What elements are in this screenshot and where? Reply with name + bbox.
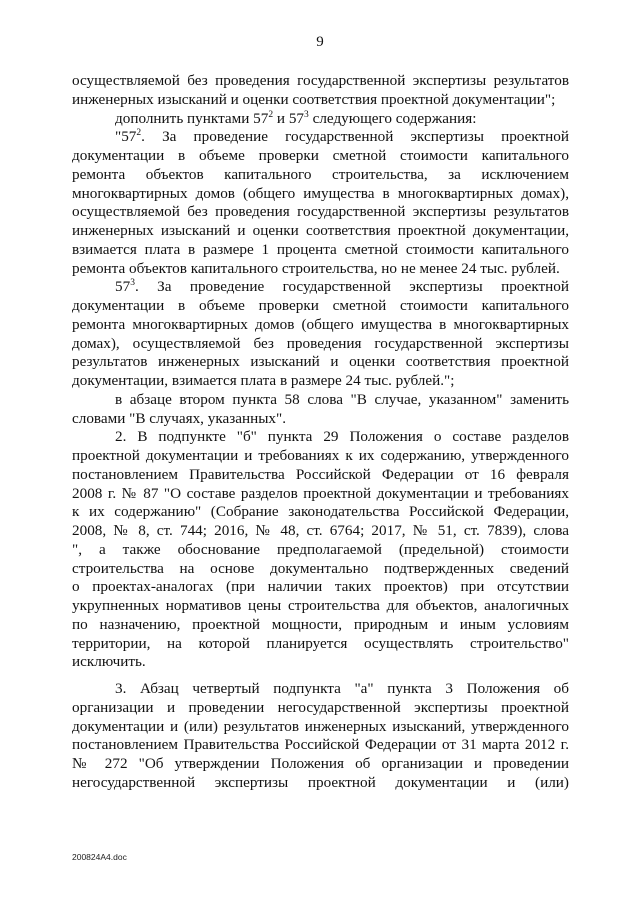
- text-line: 2008, № 8, ст. 744; 2016, № 48, ст. 6764; 2017, № 51, ст. 7839), слова: [72, 522, 569, 539]
- text-line: ремонта объектов капитального строительства, за исключением: [72, 165, 569, 183]
- text-line: $57^3$. За проведение государственной экспертизы проектной: [115, 278, 569, 296]
- text-line: инженерных изысканий и оценки соответствия проектной документации";: [72, 90, 556, 108]
- text-line: осуществляемой без проведения государственной экспертизы результатов: [72, 72, 569, 89]
- document-filename-footer: 200824A4.doc: [72, 852, 127, 862]
- text-line: о проектах-аналогах (при наличии таких проектов) при отсутствии: [72, 578, 569, 596]
- text-line: проектной документации и требованиях к их содержанию, утвержденного: [72, 447, 569, 464]
- text-line: многоквартирных домов (общего имущества в многоквартирных домах),: [72, 184, 569, 202]
- text-line: территории, на которой планируется осуществлять строительство": [72, 634, 569, 652]
- text-line: 2008 г. № 87 "О составе разделов проектной документации и требованиях: [72, 484, 569, 502]
- document-body: [72, 72, 569, 793]
- text-line: негосударственной экспертизы проектной документации и (или): [72, 773, 569, 791]
- text-line: ремонта объектов капитального строительства, но не менее 24 тыс. рублей.: [72, 259, 560, 277]
- text-line: документации и (или) результатов инженерных изысканий, утвержденного: [72, 717, 569, 735]
- text-line: ремонта многоквартирных домов (общего имущества в многоквартирных: [72, 315, 569, 333]
- text-line: организации и проведении негосударственной экспертизы проектной: [72, 698, 569, 716]
- text-line: строительства на основе документально подтвержденных сведений: [72, 559, 569, 577]
- text-line: к их содержанию" (Собрание законодательства Российской Федерации,: [72, 503, 569, 521]
- text-line: по назначению, проектной мощности, природным и иным условиям: [72, 615, 569, 633]
- text-line: в абзаце втором пункта 58 слова "В случае, указанном" заменить: [115, 390, 569, 408]
- text-line: постановлением Правительства Российской Федерации от 31 марта 2012 г.: [72, 736, 569, 754]
- text-line: осуществляемой без проведения государственной экспертизы результатов: [72, 203, 569, 221]
- page-number: 9: [316, 34, 324, 50]
- text-line: инженерных изысканий и оценки соответствия проектной документации,: [72, 222, 569, 239]
- text-line: укрупненных нормативов цены строительства для объектов, аналогичных: [72, 597, 569, 614]
- text-line: постановлением Правительства Российской Федерации от 16 февраля: [72, 465, 569, 483]
- text-line: исключить.: [72, 653, 146, 671]
- text-line: дополнить пунктами $57^2$ и $57^3$ следующего содержания:: [115, 109, 477, 127]
- text-line: № 272 "Об утверждении Положения об организации и проведении: [72, 755, 569, 772]
- text-line: 3. Абзац четвертый подпункта "а" пункта 3 Положения об: [115, 680, 569, 697]
- text-line: домах), осуществляемой без проведения государственной экспертизы: [72, 334, 569, 352]
- text-line: ", а также обоснование предполагаемой (предельной) стоимости: [72, 540, 569, 558]
- text-line: взимается плата в размере 1 процента сметной стоимости капитального: [72, 240, 569, 258]
- text-line: документации, взимается плата в размере 24 тыс. рублей.";: [72, 372, 455, 389]
- text-line: документации в объеме проверки сметной стоимости капитального: [72, 147, 569, 164]
- text-line: 2. В подпункте "б" пункта 29 Положения о составе разделов: [115, 428, 569, 446]
- text-line: результатов инженерных изысканий и оценки соответствия проектной: [72, 353, 569, 371]
- text-line: словами "В случаях, указанных".: [72, 409, 287, 427]
- text-line: документации в объеме проверки сметной стоимости капитального: [72, 297, 569, 314]
- text-line: "$57^2$. За проведение государственной экспертизы проектной: [115, 128, 569, 146]
